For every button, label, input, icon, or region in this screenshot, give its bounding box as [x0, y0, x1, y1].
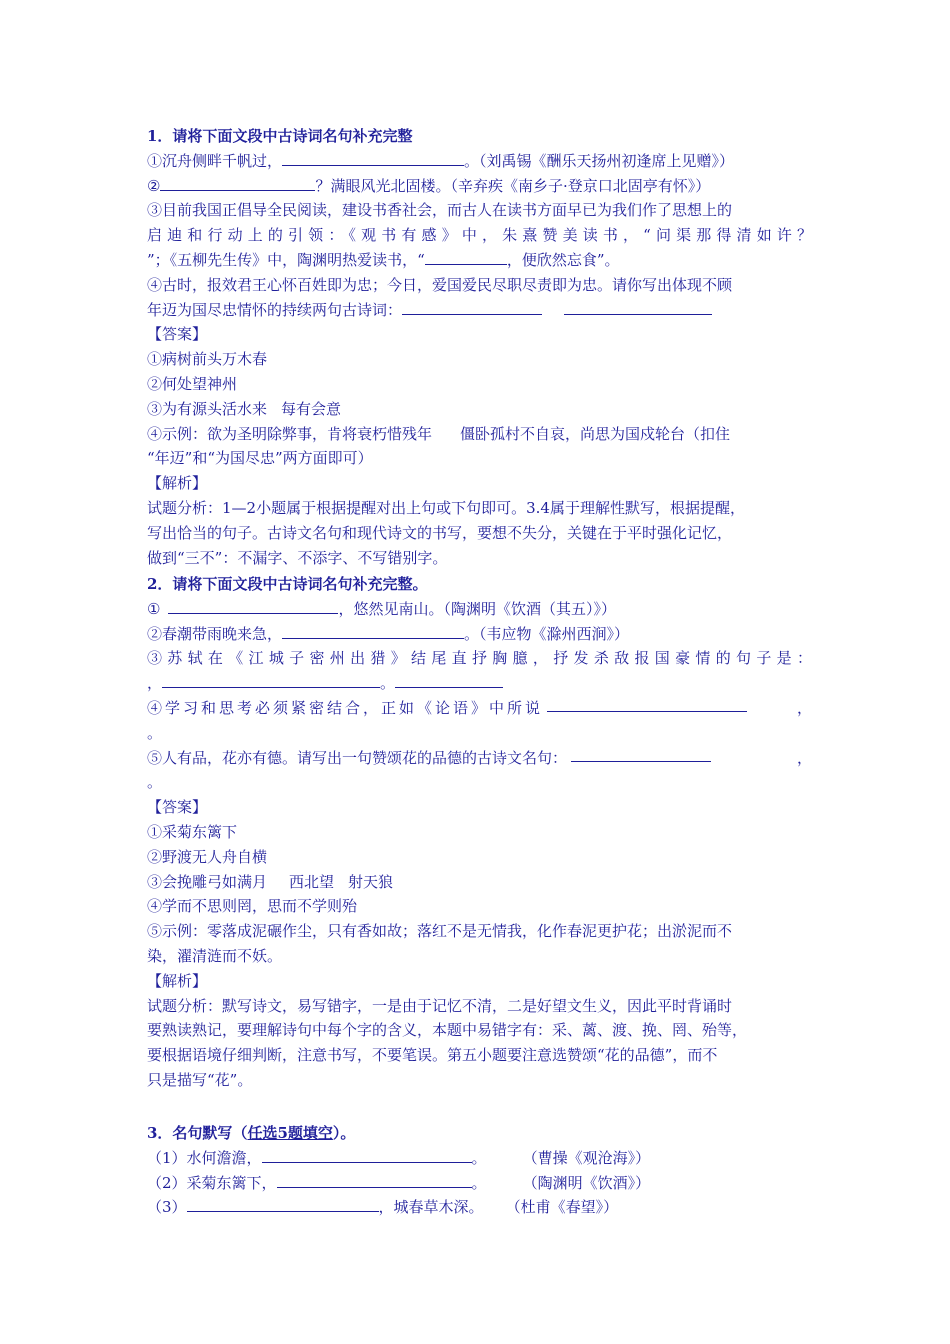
q1-answer-heading: 【答案】 [147, 325, 208, 344]
q3-line-1: （1）水何澹澹， 。 （曹操《观沧海》） [147, 1148, 651, 1167]
q2-line-5: ④学习和思考必须紧密结合，正如《论语》中所说 ， [147, 696, 812, 721]
q2-answer-1: ①采菊东篱下 [147, 822, 238, 841]
answer-blank[interactable] [564, 299, 712, 315]
answer-blank[interactable] [168, 598, 338, 614]
question-2-title: 2．请将下面文段中古诗词名句补充完整。 [147, 575, 428, 593]
q1-line-4: 启迪和行动上的引领：《观书有感》中，朱熹赞美读书，“问渠那得清如许？ [147, 226, 812, 245]
answer-blank[interactable] [282, 623, 464, 639]
question-2 [147, 572, 812, 1093]
q1-line-7: 年迈为国尽忠情怀的持续两句古诗词： [147, 298, 812, 323]
q1-answer-2: ②何处望神州 [147, 374, 238, 393]
question-1 [147, 124, 812, 570]
q1-explanation-3: 做到“三不”：不漏字、不添字、不写错别字。 [147, 548, 448, 567]
q2-line-8: 。 [147, 773, 163, 792]
answer-blank[interactable] [277, 1172, 472, 1188]
q2-answer-6: 染，濯清涟而不妖。 [147, 946, 283, 965]
q3-line-2: （2）采菊东篱下， 。 （陶渊明《饮酒》） [147, 1173, 651, 1192]
q2-line-6: 。 [147, 723, 163, 742]
q1-explanation-2: 写出恰当的句子。古诗文名句和现代诗文的书写，要想不失分，关键在于平时强化记忆， [147, 523, 733, 542]
q2-answer-3: ③会挽雕弓如满月 西北望 射天狼 [147, 872, 394, 891]
q2-line-3: ③苏轼在《江城子密州出猎》结尾直抒胸臆，抒发杀敌报国豪情的句子是： [147, 649, 812, 668]
answer-blank[interactable] [262, 1147, 472, 1163]
select-5-link[interactable]: 任选5题填空 [247, 1124, 333, 1142]
q1-line-6: ④古时，报效君王心怀百姓即为忠；今日，爱国爱民尽职尽责即为忠。请你写出体现不顾 [147, 275, 733, 294]
q1-answer-1: ①病树前头万木春 [147, 350, 268, 369]
q2-answer-heading: 【答案】 [147, 798, 208, 817]
q1-answer-4: ④示例：欲为圣明除弊事，肯将衰朽惜残年 僵卧孤村不自哀，尚思为国戍轮台（扣住 [147, 424, 731, 443]
q1-line-5: ”；《五柳先生传》中，陶渊明热爱读书，“ ，便欣然忘食”。 [147, 250, 620, 269]
question-3-title: 3．名句默写（任选5题填空）。 [147, 1124, 356, 1142]
q2-explanation-3: 要根据语境仔细判断，注意书写，不要笔误。第五小题要注意选赞颂“花的品德”，而不 [147, 1046, 718, 1065]
q3-line-3: （3） ，城春草木深。 （杜甫《春望》） [147, 1198, 619, 1217]
answer-blank[interactable] [547, 696, 747, 712]
answer-blank[interactable] [282, 150, 464, 166]
q1-answer-5: “年迈”和“为国尽忠”两方面即可） [147, 449, 373, 468]
question-1-title: 1．请将下面文段中古诗词名句补充完整 [147, 127, 413, 145]
answer-blank[interactable] [571, 746, 711, 762]
q2-line-1: ① ，悠然见南山。（陶渊明《饮酒（其五）》） [147, 599, 616, 618]
q2-line-2: ②春潮带雨晚来急， 。（韦应物《滁州西涧》） [147, 624, 630, 643]
q2-explanation-heading: 【解析】 [147, 971, 208, 990]
q2-explanation-2: 要熟读熟记，要理解诗句中每个字的含义，本题中易错字有：采、蓠、渡、挽、罔、殆等， [147, 1021, 748, 1040]
q2-explanation-4: 只是描写“花”。 [147, 1070, 253, 1089]
answer-blank[interactable] [402, 299, 542, 315]
q2-explanation-1: 试题分析：默写诗文，易写错字，一是由于记忆不清，二是好望文生义，因此平时背诵时 [147, 996, 733, 1015]
q2-answer-4: ④学而不思则罔，思而不学则殆 [147, 897, 358, 916]
q1-explanation-1: 试题分析：1—2小题属于根据提醒对出上句或下句即可。3.4属于理解性默写，根据提醒， [147, 498, 745, 517]
answer-blank[interactable] [187, 1196, 379, 1212]
q1-explanation-heading: 【解析】 [147, 474, 208, 493]
q1-line-2: ② ？满眼风光北固楼。（辛弃疾《南乡子·登京口北固亭有怀》） [147, 176, 711, 195]
answer-blank[interactable] [160, 175, 315, 191]
q2-line-7: ⑤人有品，花亦有德。请写出一句赞颂花的品德的古诗文名句： ， [147, 746, 812, 771]
q1-line-3: ③目前我国正倡导全民阅读，建设书香社会，而古人在读书方面早已为我们作了思想上的 [147, 201, 733, 220]
answer-blank[interactable] [162, 672, 380, 688]
q1-line-1: ①沉舟侧畔千帆过， 。（刘禹锡《酬乐天扬州初逢席上见赠》） [147, 151, 735, 170]
question-3 [147, 1121, 812, 1220]
q1-answer-3: ③为有源头活水来 每有会意 [147, 399, 342, 418]
q2-answer-5: ⑤示例：零落成泥碾作尘，只有香如故；落红不是无情我，化作春泥更护花；出淤泥而不 [147, 922, 733, 941]
answer-blank[interactable] [395, 672, 503, 688]
q2-line-4: ， 。 [147, 671, 812, 696]
q2-answer-2: ②野渡无人舟自横 [147, 847, 268, 866]
answer-blank[interactable] [425, 249, 507, 265]
